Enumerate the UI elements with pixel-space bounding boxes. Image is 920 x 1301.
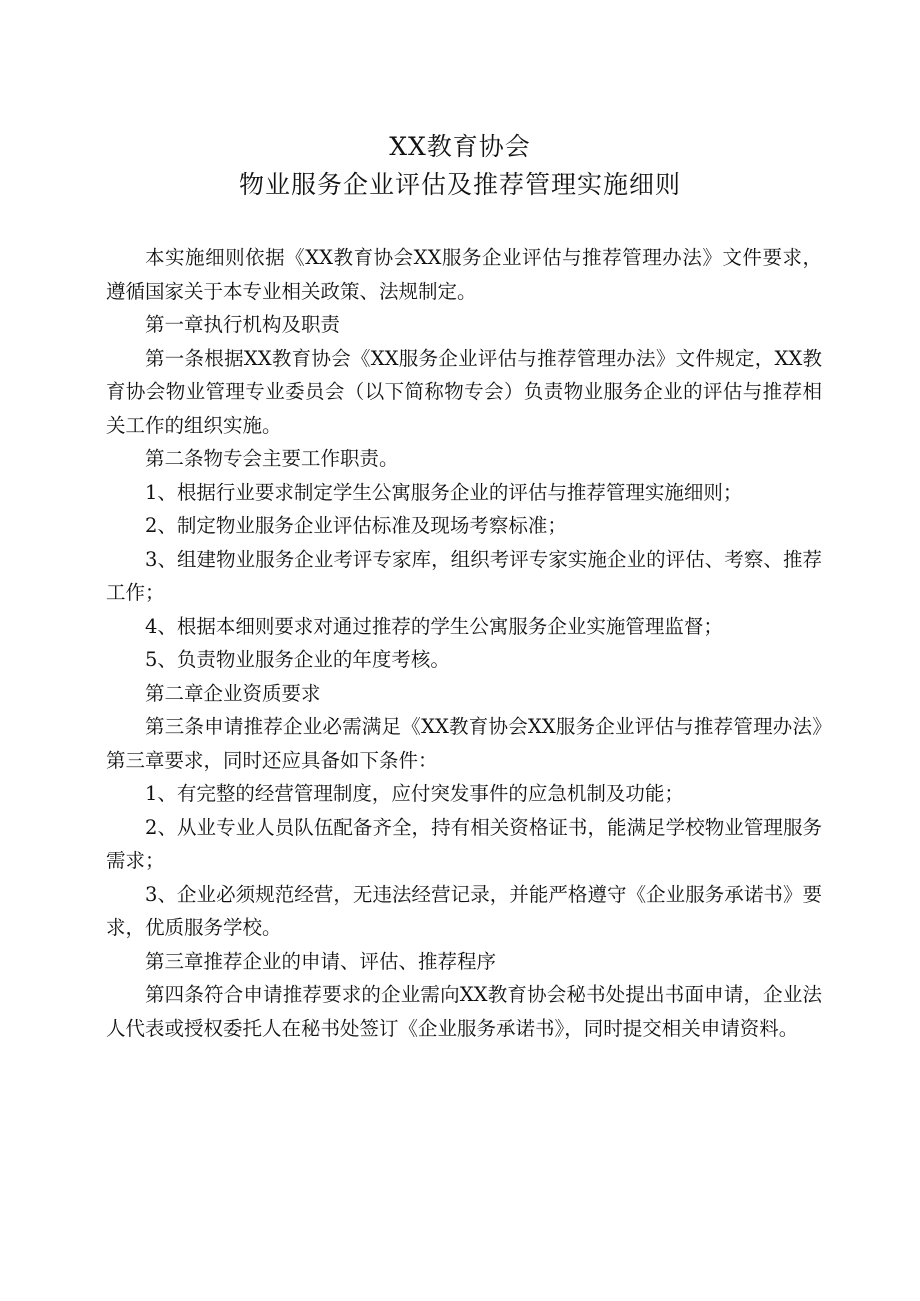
duty-item-2: 2、制定物业服务企业评估标准及现场考察标准； (145, 514, 567, 537)
article-1: 第一条根据XX教育协会《XX服务企业评估与推荐管理办法》文件规定，XX教育协会物业管理专业委员会（以下简称物专会）负责物业服务企业的评估与推荐相关工作的组织实施。 (106, 346, 822, 437)
document-title-organization: XX教育协会 (389, 132, 531, 161)
duty-item-4: 4、根据本细则要求对通过推荐的学生公寓服务企业实施管理监督； (145, 614, 723, 638)
article-2: 第二条物专会主要工作职责。 (145, 447, 399, 470)
article-4: 第四条符合申请推荐要求的企业需向XX教育协会秘书处提出书面申请，企业法人代表或授权委托人在秘书处签订《企业服务承诺书》，同时提交相关申请资料。 (106, 983, 822, 1040)
intro-paragraph: 本实施细则依据《XX教育协会XX服务企业评估与推荐管理办法》文件要求，遵循国家关于本专业相关政策、法规制定。 (106, 246, 822, 303)
article-3: 第三条申请推荐企业必需满足《XX教育协会XX服务企业评估与推荐管理办法》第三章要求，同时还应具备如下条件： (106, 715, 822, 772)
chapter-heading-2: 第二章企业资质要求 (145, 681, 321, 705)
chapter-heading-3: 第三章推荐企业的申请、评估、推荐程序 (145, 949, 497, 973)
condition-item-2: 2、从业专业人员队伍配备齐全，持有相关资格证书，能满足学校物业管理服务需求； (106, 815, 822, 872)
duty-item-1: 1、根据行业要求制定学生公寓服务企业的评估与推荐管理实施细则； (145, 480, 743, 504)
title-block (0, 128, 920, 204)
condition-item-1: 1、有完整的经营管理制度，应付突发事件的应急机制及功能； (145, 782, 684, 805)
document-body (106, 241, 822, 1045)
duty-item-5: 5、负责物业服务企业的年度考核。 (145, 648, 450, 671)
condition-item-3: 3、企业必须规范经营，无违法经营记录，并能严格遵守《企业服务承诺书》要求，优质服务学校。 (106, 882, 822, 939)
duty-item-3: 3、组建物业服务企业考评专家库，组织考评专家实施企业的评估、考察、推荐工作； (106, 547, 822, 604)
chapter-heading-1: 第一章执行机构及职责 (145, 313, 341, 336)
document-title: 物业服务企业评估及推荐管理实施细则 (238, 170, 681, 199)
